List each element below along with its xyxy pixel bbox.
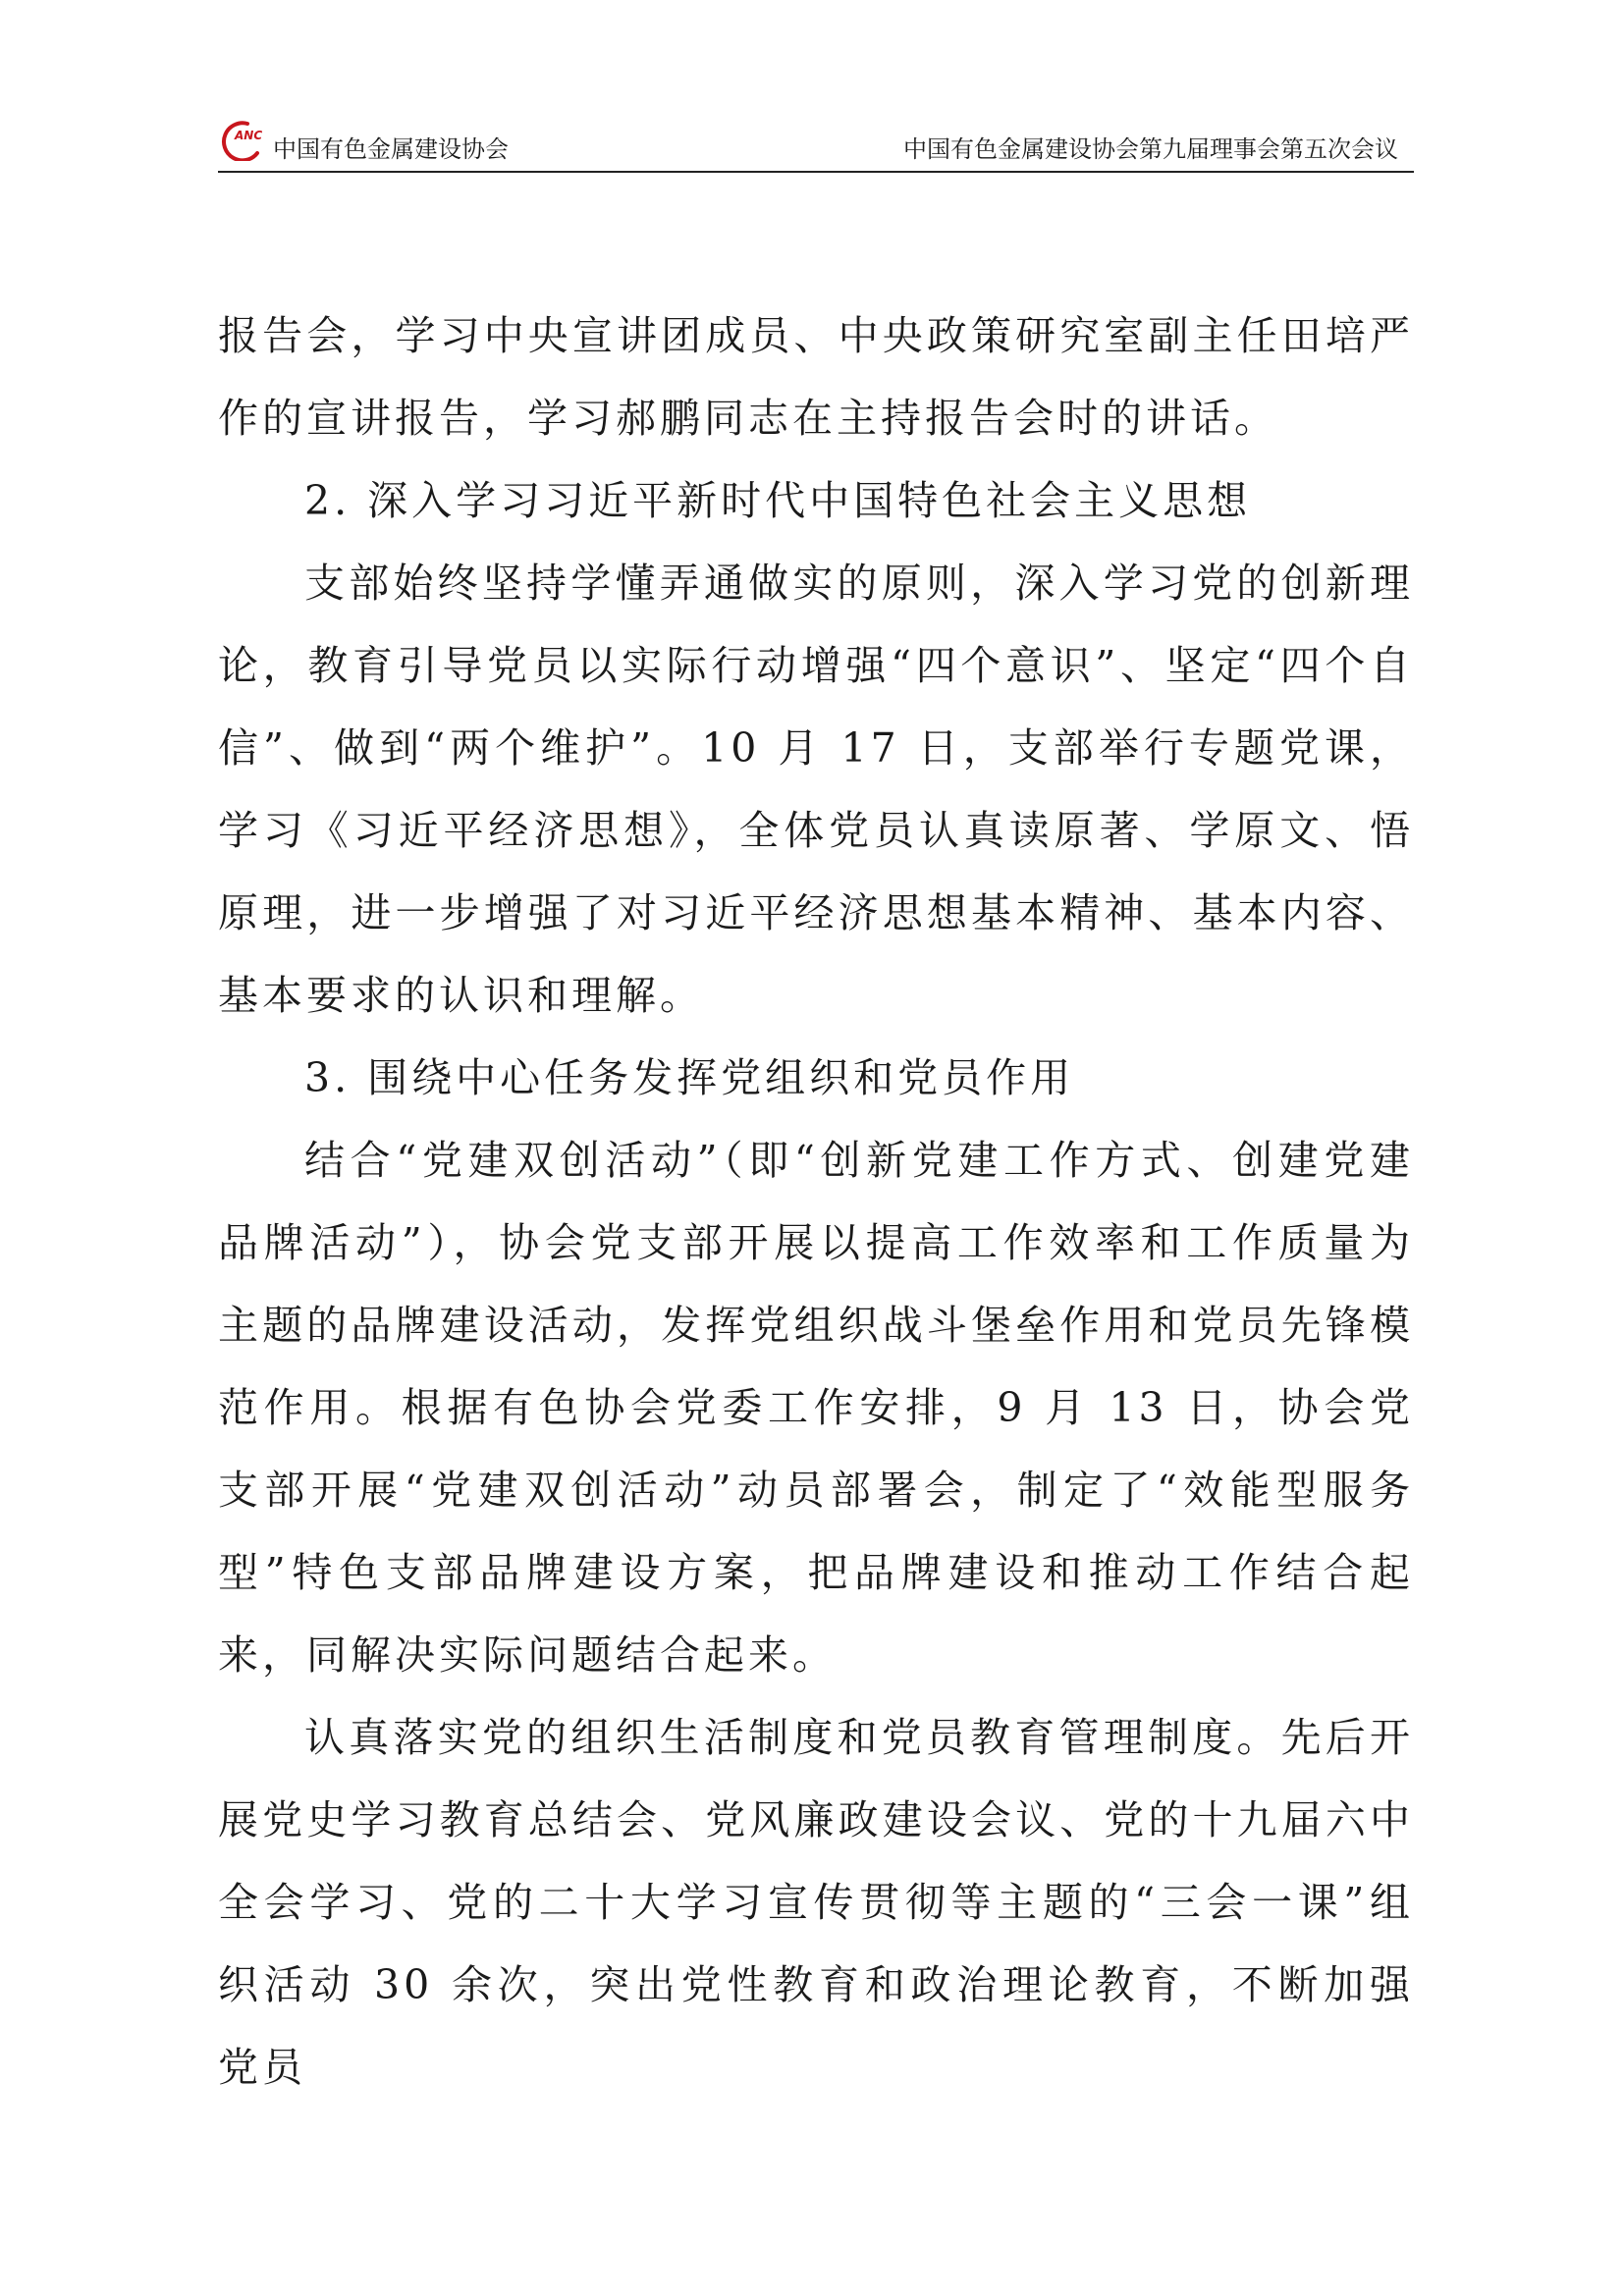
anc-logo-icon xyxy=(218,118,269,161)
paragraph-organization-life: 认真落实党的组织生活制度和党员教育管理制度。先后开展党史学习教育总结会、党风廉政建设会议、党的十九届六中全会学习、党的二十大学习宣传贯彻等主题的“三会一课”组织活动 30 余次，突出党性教育和政治理论教育，不断加强党员 xyxy=(218,1714,1414,2091)
paragraph-continued: 报告会，学习中央宣讲团成员、中央政策研究室副主任田培严作的宣讲报告，学习郝鹏同志在主持报告会时的讲话。 xyxy=(218,312,1414,442)
page-header xyxy=(218,116,1414,173)
meeting-title: 中国有色金属建设协会第九届理事会第五次会议 xyxy=(903,135,1398,163)
organization-name: 中国有色金属建设协会 xyxy=(273,135,509,163)
paragraph-party-building: 结合“党建双创活动”（即“创新党建工作方式、创建党建品牌活动”），协会党支部开展以提高工作效率和工作质量为主题的品牌建设活动，发挥党组织战斗堡垒作用和党员先锋模范作用。根据有色协会党委工作安排，9 月 13 日，协会党支部开展“党建双创活动”动员部署会，制定了“效能型服务型”特色支部品牌建设方案，把品牌建设和推动工作结合起来，同解决实际问题结合起来。 xyxy=(218,1137,1414,1679)
document-body xyxy=(218,294,1414,2109)
section-heading-2: 2. 深入学习习近平新时代中国特色社会主义思想 xyxy=(304,477,1252,524)
section-heading-3: 3. 围绕中心任务发挥党组织和党员作用 xyxy=(304,1054,1075,1101)
svg-text:ANC: ANC xyxy=(235,129,263,142)
paragraph-study-thought: 支部始终坚持学懂弄通做实的原则，深入学习党的创新理论，教育引导党员以实际行动增强“四个意识”、坚定“四个自信”、做到“两个维护”。10 月 17 日，支部举行专题党课，学习《习近平经济思想》，全体党员认真读原著、学原文、悟原理，进一步增强了对习近平经济思想基本精神、基本内容、基本要求的认识和理解。 xyxy=(218,560,1414,1019)
